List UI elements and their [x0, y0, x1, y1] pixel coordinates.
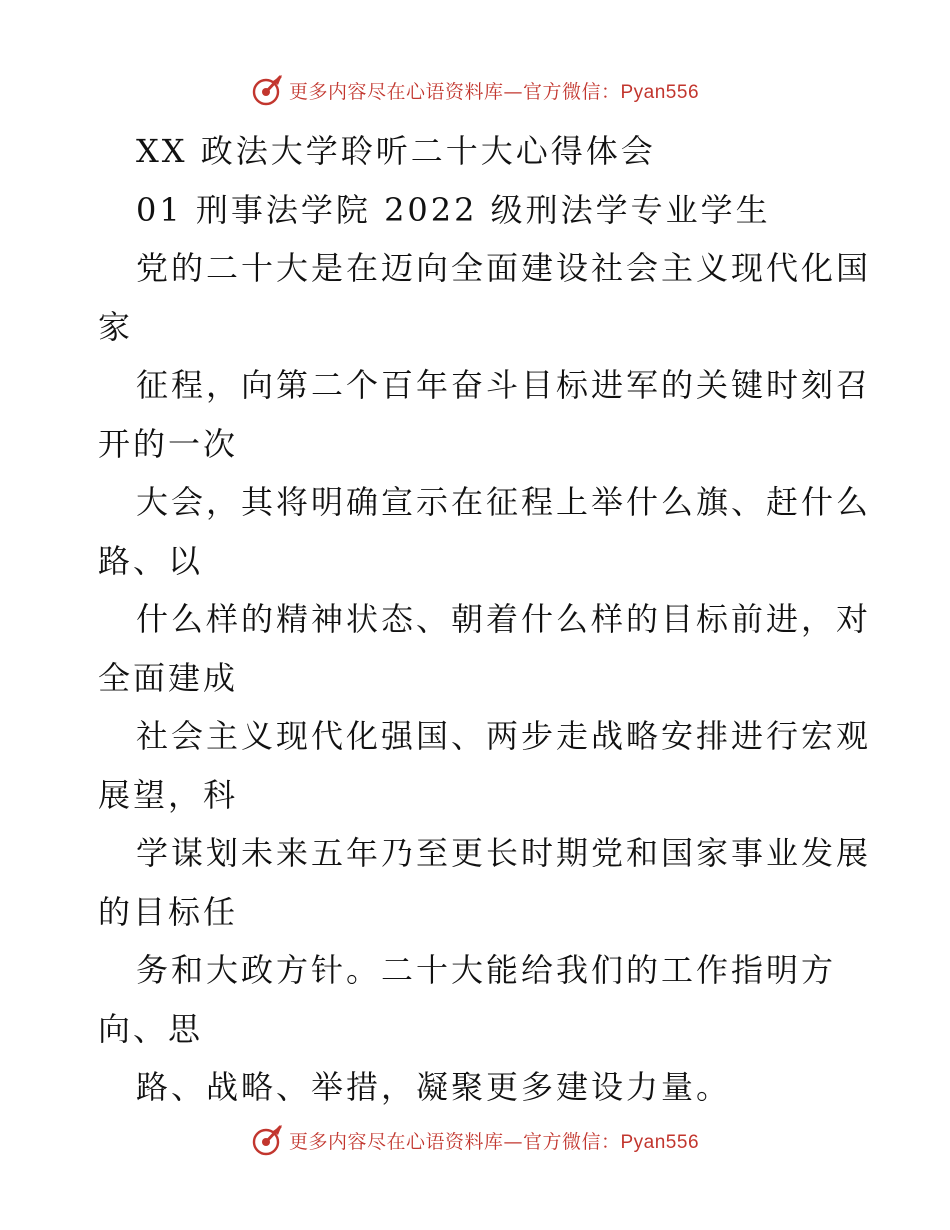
- paragraph-line: 征程，向第二个百年奋斗目标进军的关键时刻召: [136, 366, 872, 404]
- watermark-text: 更多内容尽在心语资料库: [288, 1130, 504, 1153]
- document-body: [98, 122, 872, 1117]
- paragraph-line: 路、战略、举措，凝聚更多建设力量。: [136, 1068, 732, 1106]
- paragraph-line: 学谋划未来五年乃至更长时期党和国家事业发展: [136, 834, 872, 872]
- watermark-wechat-id: Pyan556: [620, 1131, 700, 1153]
- paragraph-line: 什么样的精神状态、朝着什么样的目标前进，对: [136, 600, 872, 638]
- footer-watermark: [0, 1120, 950, 1160]
- watermark-separator: —: [503, 1130, 523, 1153]
- paragraph-line: 社会主义现代化强国、两步走战略安排进行宏观: [136, 717, 872, 755]
- watermark-separator: —: [503, 80, 523, 103]
- paragraph-line: 党的二十大是在迈向全面建设社会主义现代化国: [136, 249, 872, 287]
- paragraph-line: 大会，其将明确宣示在征程上举什么旗、赶什么: [136, 483, 872, 521]
- quill-pen-logo-icon: [251, 73, 285, 107]
- watermark-text: 更多内容尽在心语资料库: [288, 80, 504, 103]
- paragraph-line: 开的一次: [98, 424, 239, 463]
- paragraph-line: 展望，科: [98, 775, 239, 814]
- paragraph-line: 的目标任: [98, 892, 239, 931]
- quill-pen-logo-icon: [251, 1123, 285, 1157]
- document-title: XX 政法大学聆听二十大心得体会: [136, 132, 656, 170]
- author-line: 01 刑事法学院 2022 级刑法学专业学生: [136, 190, 771, 229]
- header-watermark: [0, 70, 950, 110]
- paragraph-line: 家: [98, 307, 134, 346]
- watermark-wechat-id: Pyan556: [620, 81, 700, 103]
- paragraph-line: 务和大政方针。二十大能给我们的工作指明方: [136, 951, 837, 989]
- paragraph-line: 全面建成: [98, 658, 239, 697]
- watermark-label: 官方微信：: [522, 1130, 621, 1153]
- paragraph-line: 向、思: [98, 1009, 204, 1048]
- watermark-label: 官方微信：: [522, 80, 621, 103]
- paragraph-line: 路、以: [98, 541, 204, 580]
